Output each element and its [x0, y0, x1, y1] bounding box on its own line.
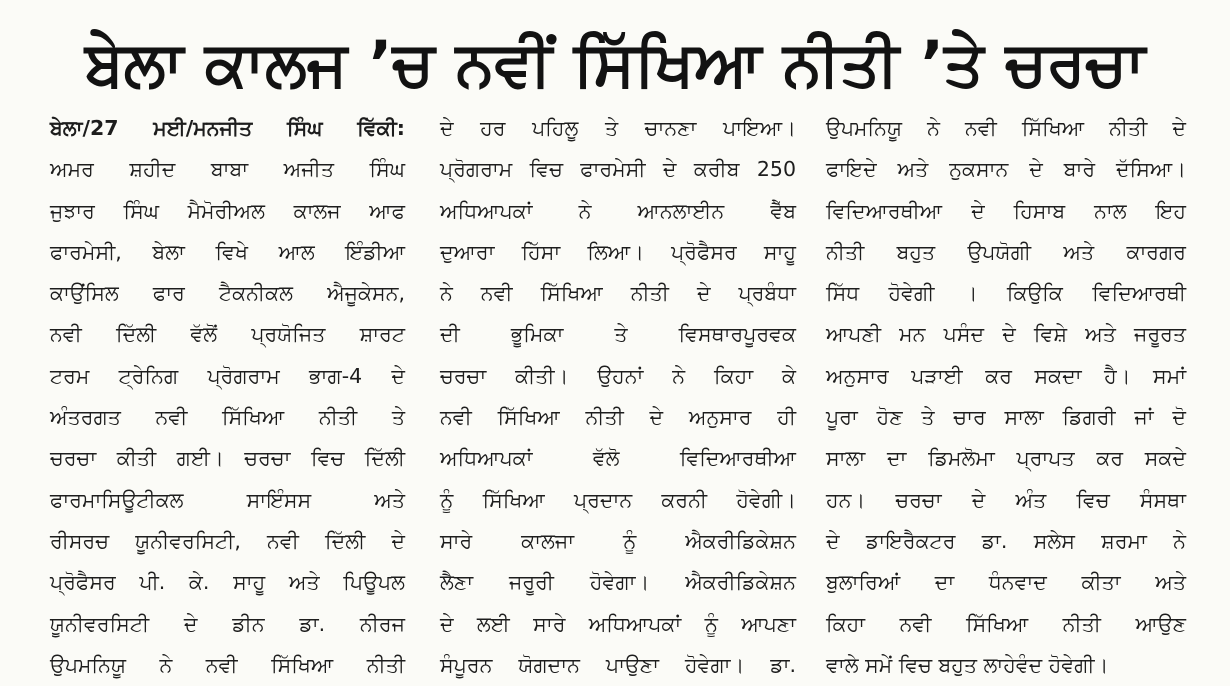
article-headline: ਬੇਲਾ ਕਾਲਜ ’ਚ ਨਵੀਂ ਸਿੱਖਿਆ ਨੀਤੀ ’ਤੇ ਚਰਚਾ	[84, 27, 1146, 100]
body-line: ਰੀਸਰਚ ਯੂਨੀਵਰਸਿਟੀ, ਨਵੀ ਦਿੱਲੀ ਦੇ	[50, 528, 405, 553]
body-line: ਉਪਮਨਿਯੂ ਨੇ ਨਵੀ ਸਿੱਖਿਆ ਨੀਤੀ ਦੇ	[826, 116, 1186, 140]
body-line: ਪ੍ਰੋਗਰਾਮ ਵਿਚ ਫਾਰਮੇਸੀ ਦੇ ਕਰੀਬ 250	[440, 157, 796, 182]
article-column-3	[826, 108, 1186, 677]
body-line: ਲੈਣਾ ਜਰੂਰੀ ਹੋਵੇਗਾ। ਐਕਰੀਡਿਕੇਸ਼ਨ	[440, 570, 796, 595]
body-line: ਹਨ। ਚਰਚਾ ਦੇ ਅੰਤ ਵਿਚ ਸੰਸਥਾ	[826, 487, 1186, 512]
body-line: ਸੰਪੂਰਨ ਯੋਗਦਾਨ ਪਾਉਣਾ ਹੋਵੇਗਾ। ਡਾ.	[440, 652, 796, 677]
body-line: ਸਿੱਧ ਹੋਵੇਗੀ । ਕਿਉਕਿ ਵਿਦਿਆਰਥੀ	[826, 281, 1186, 306]
body-line: ਸਾਲਾ ਦਾ ਡਿਮਲੋਮਾ ਪ੍ਰਾਪਤ ਕਰ ਸਕਦੇ	[826, 446, 1186, 471]
body-line: ਫਾਇਦੇ ਅਤੇ ਨੁਕਸਾਨ ਦੇ ਬਾਰੇ ਦੱਸਿਆ।	[826, 157, 1186, 182]
body-line: ਨਵੀ ਦਿੱਲੀ ਵੱਲੋਂ ਪ੍ਰਯੋਜਿਤ ਸ਼ਾਰਟ	[50, 322, 405, 347]
body-line: ਪੂਰਾ ਹੋਣ ਤੇ ਚਾਰ ਸਾਲਾ ਡਿਗਰੀ ਜਾਂ ਦੋ	[826, 405, 1186, 430]
body-line: ਫਾਰਮੇਸੀ, ਬੇਲਾ ਵਿਖੇ ਆਲ ਇੰਡੀਆ	[50, 239, 405, 264]
article-column-1	[50, 108, 405, 677]
body-line: ਨਵੀ ਸਿੱਖਿਆ ਨੀਤੀ ਦੇ ਅਨੁਸਾਰ ਹੀ	[440, 405, 796, 430]
body-line: ਯੂਨੀਵਰਸਿਟੀ ਦੇ ਡੀਨ ਡਾ. ਨੀਰਜ	[50, 611, 405, 636]
body-line: ਕਾਉਂਸਿਲ ਫਾਰ ਟੈਕਨੀਕਲ ਐਜੂਕੇਸਨ,	[50, 281, 405, 306]
dateline: ਬੇਲਾ/27 ਮਈ/ਮਨਜੀਤ ਸਿੰਘ ਵਿੱਕੀ:	[50, 116, 405, 140]
body-line: ਆਪਣੀ ਮਨ ਪਸੰਦ ਦੇ ਵਿਸ਼ੇ ਅਤੇ ਜਰੂਰਤ	[826, 322, 1186, 347]
body-line: ਅਮਰ ਸ਼ਹੀਦ ਬਾਬਾ ਅਜੀਤ ਸਿੰਘ	[50, 157, 405, 182]
body-line: ਚਰਚਾ ਕੀਤੀ ਗਈ। ਚਰਚਾ ਵਿਚ ਦਿੱਲੀ	[50, 446, 405, 471]
body-line: ਫਾਰਮਾਸਿਊਟੀਕਲ ਸਾਇੰਸਸ ਅਤੇ	[50, 487, 405, 512]
body-line: ਵਾਲੇ ਸਮੇਂ ਵਿਚ ਬਹੁਤ ਲਾਹੇਵੰਦ ਹੋਵੇਗੀ।	[826, 652, 1109, 677]
article-column-2	[440, 108, 796, 677]
body-line: ਅਨੁਸਾਰ ਪੜਾਈ ਕਰ ਸਕਦਾ ਹੈ। ਸਮਾਂ	[826, 363, 1186, 388]
body-line: ਨੇ ਨਵੀ ਸਿੱਖਿਆ ਨੀਤੀ ਦੇ ਪ੍ਰਬੰਧਾ	[440, 281, 796, 306]
body-line: ਬੁਲਾਰਿਆਂ ਦਾ ਧੰਨਵਾਦ ਕੀਤਾ ਅਤੇ	[826, 570, 1186, 595]
body-line: ਦੁਆਰਾ ਹਿੱਸਾ ਲਿਆ। ਪ੍ਰੋਫੈਸਰ ਸਾਹੂ	[440, 239, 796, 264]
body-line: ਅਧਿਆਪਕਾਂ ਵੱਲੋ ਵਿਦਿਆਰਥੀਆ	[440, 446, 796, 471]
body-line: ਨੂੰ ਸਿੱਖਿਆ ਪ੍ਰਦਾਨ ਕਰਨੀ ਹੋਵੇਗੀ।	[440, 487, 796, 512]
body-line: ਨੀਤੀ ਬਹੁਤ ਉਪਯੋਗੀ ਅਤੇ ਕਾਰਗਰ	[826, 239, 1186, 264]
previous-article-clipped-text	[0, 0, 1230, 12]
body-line: ਟਰਮ ਟ੍ਰੇਨਿਗ ਪ੍ਰੋਗਰਾਮ ਭਾਗ-4 ਦੇ	[50, 363, 405, 388]
body-line: ਉਪਮਨਿਯੂ ਨੇ ਨਵੀ ਸਿੱਖਿਆ ਨੀਤੀ	[50, 652, 405, 677]
adjacent-article-clipped-text	[1212, 200, 1230, 640]
body-line: ਵਿਦਿਆਰਥੀਆ ਦੇ ਹਿਸਾਬ ਨਾਲ ਇਹ	[826, 198, 1186, 223]
next-headline-clipped	[0, 652, 1230, 667]
body-line: ਦੇ ਡਾਇਰੈਕਟਰ ਡਾ. ਸਲੇਸ ਸ਼ਰਮਾ ਨੇ	[826, 528, 1186, 553]
body-line: ਚਰਚਾ ਕੀਤੀ। ਉਹਨਾਂ ਨੇ ਕਿਹਾ ਕੇ	[440, 363, 796, 388]
body-line: ਅੰਤਰਗਤ ਨਵੀ ਸਿੱਖਿਆ ਨੀਤੀ ਤੇ	[50, 405, 405, 430]
body-line: ਕਿਹਾ ਨਵੀ ਸਿੱਖਿਆ ਨੀਤੀ ਆਉਣ	[826, 611, 1186, 636]
body-line: ਜੁਝਾਰ ਸਿੰਘ ਮੈਮੋਰੀਅਲ ਕਾਲਜ ਆਫ	[50, 198, 405, 223]
body-line: ਦੇ ਹਰ ਪਹਿਲੂ ਤੇ ਚਾਨਣਾ ਪਾਇਆ।	[440, 116, 796, 140]
body-line: ਪ੍ਰੋਫੈਸਰ ਪੀ. ਕੇ. ਸਾਹੂ ਅਤੇ ਪਿਊਪਲ	[50, 570, 405, 595]
body-line: ਦੀ ਭੂਮਿਕਾ ਤੇ ਵਿਸਥਾਰਪੂਰਵਕ	[440, 322, 796, 347]
body-line: ਅਧਿਆਪਕਾਂ ਨੇ ਆਨਲਾਈਨ ਵੈੱਬ	[440, 198, 796, 223]
body-line: ਦੇ ਲਈ ਸਾਰੇ ਅਧਿਆਪਕਾਂ ਨੂੰ ਆਪਣਾ	[440, 611, 796, 636]
body-line: ਸਾਰੇ ਕਾਲਜਾ ਨੂੰ ਐਕਰੀਡਿਕੇਸ਼ਨ	[440, 528, 796, 553]
